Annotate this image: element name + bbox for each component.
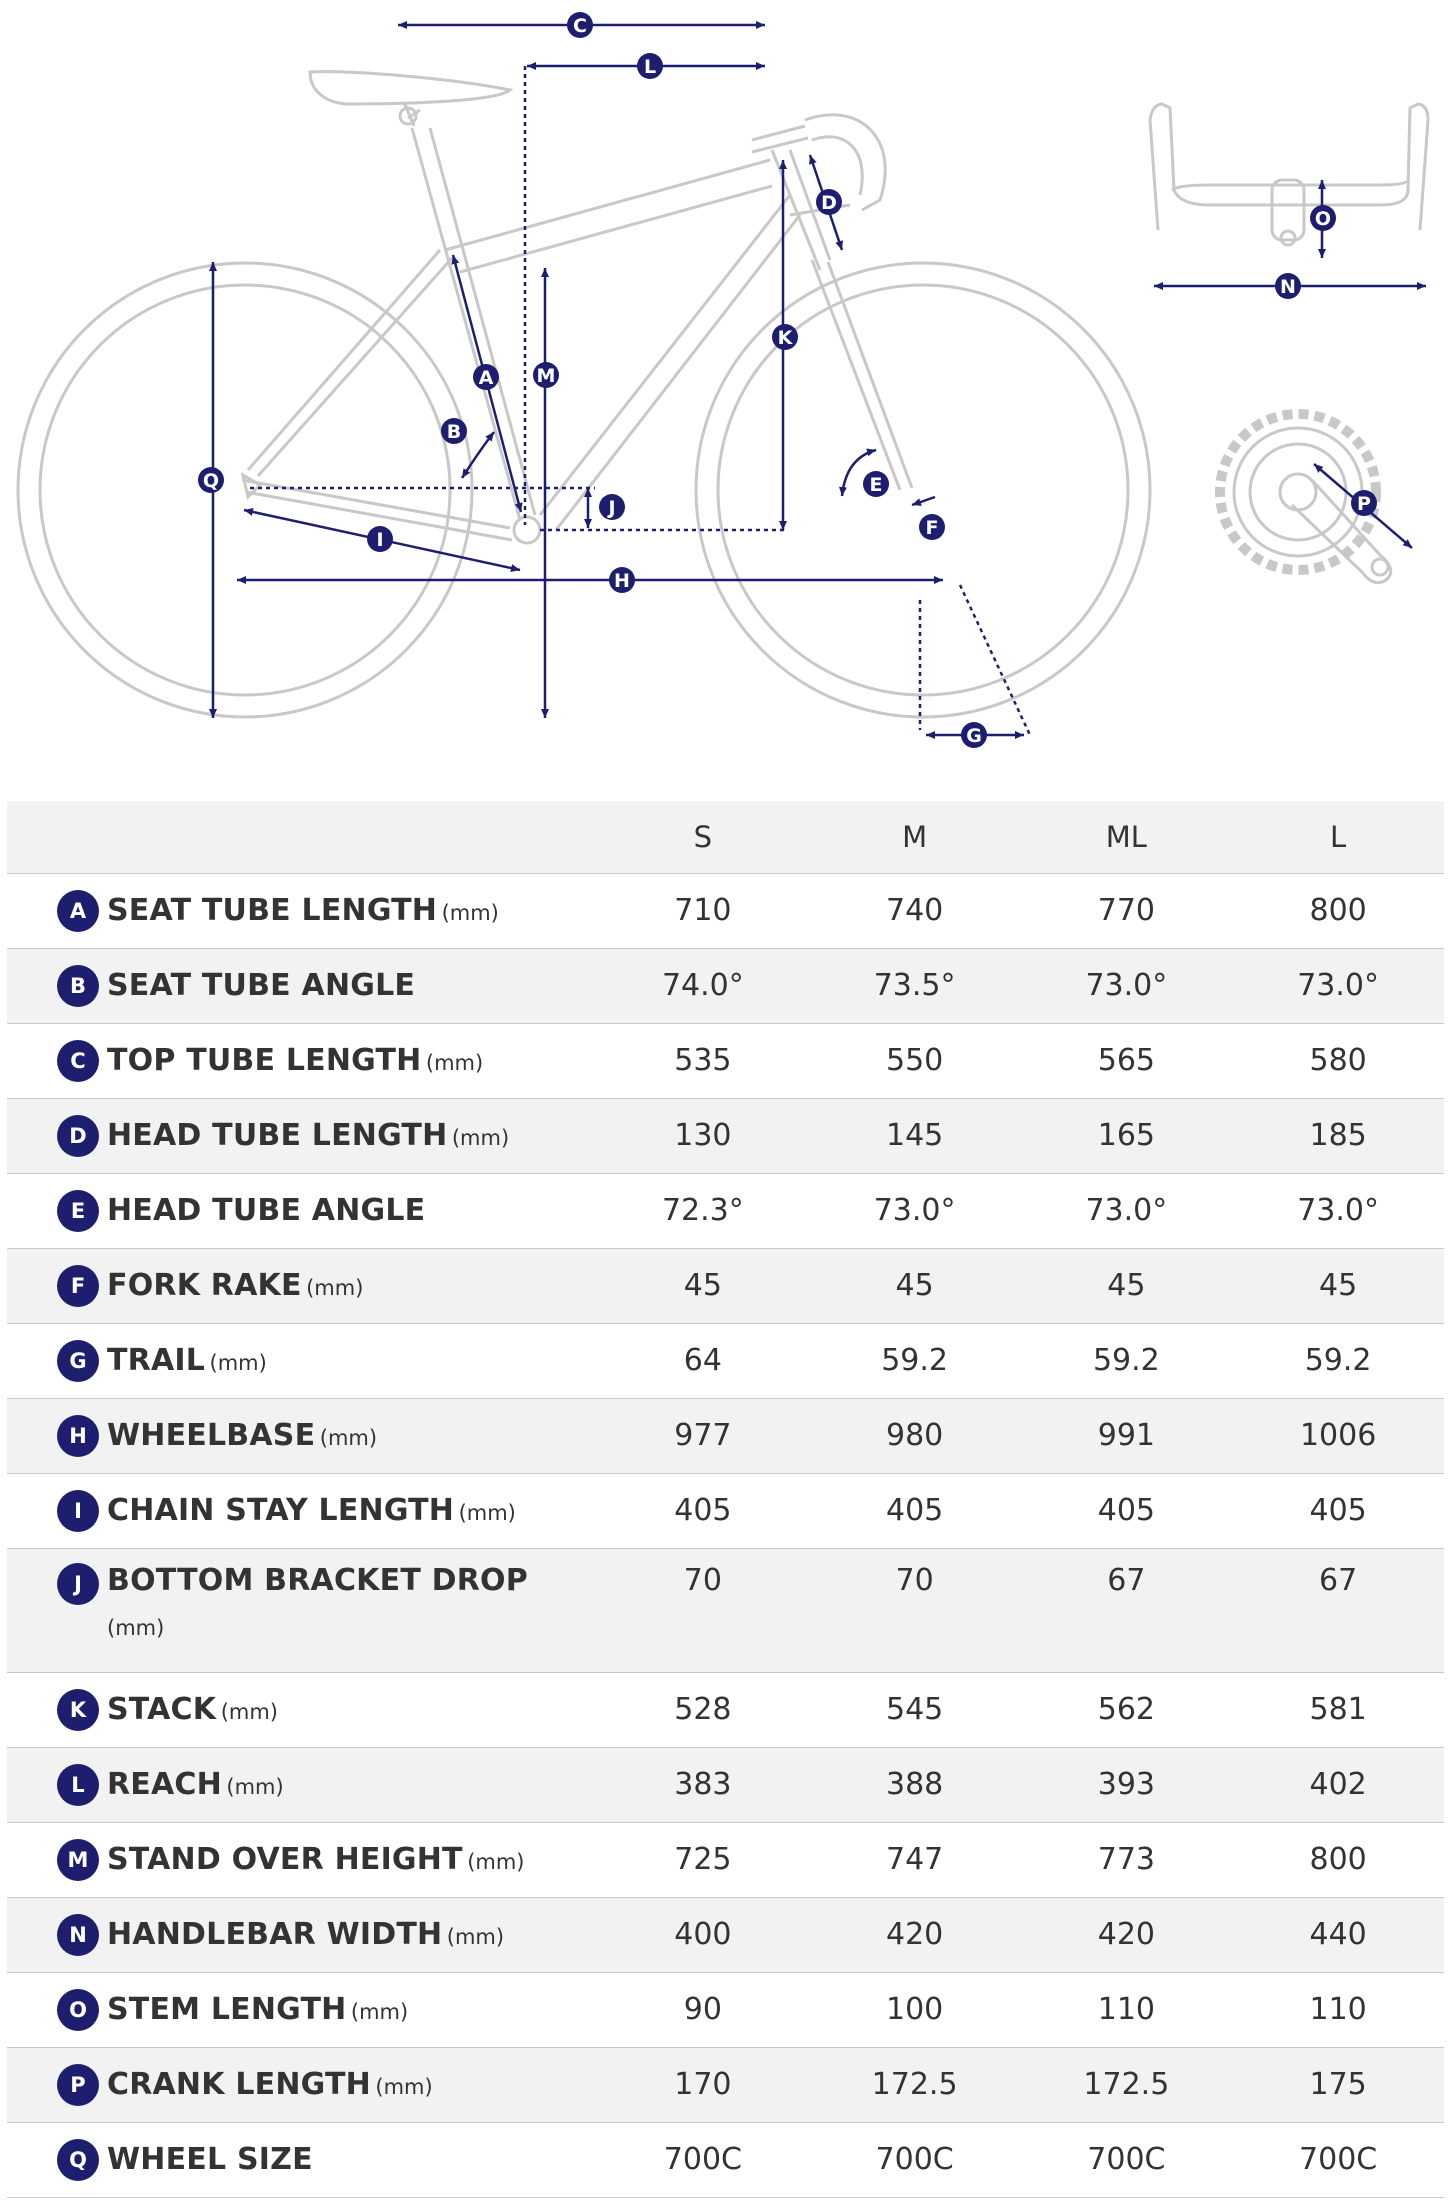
value-cell: 73.0° [1085, 968, 1168, 1003]
value-cell: 977 [674, 1418, 732, 1453]
row-key-badge: P [57, 2064, 99, 2106]
row-name-cell [107, 1548, 597, 1672]
value-cell: 747 [885, 1842, 944, 1877]
parameter-name: STACK [107, 1692, 217, 1727]
parameter-name: WHEEL SIZE [107, 2142, 313, 2177]
value-cell: 175 [1309, 2067, 1367, 2102]
row-key-badge: O [57, 1989, 99, 2031]
table-row [7, 873, 1444, 948]
svg-text:P: P [1357, 493, 1371, 515]
svg-text:M: M [536, 365, 556, 387]
parameter-unit: (mm) [425, 1051, 484, 1075]
parameter-name: SEAT TUBE ANGLE [107, 968, 416, 1003]
front-wheel [696, 263, 1150, 717]
row-key-cell [7, 1173, 107, 1248]
parameter-name: STEM LENGTH [107, 1992, 347, 2027]
row-name-cell [107, 1747, 597, 1822]
parameter-name: TOP TUBE LENGTH [107, 1043, 422, 1078]
value-cell: 67 [1107, 1562, 1146, 1598]
value-cell: 770 [1097, 893, 1155, 928]
value-cell: 535 [674, 1043, 732, 1078]
parameter-unit: (mm) [375, 2075, 433, 2099]
value-cell: 700C [1299, 2142, 1378, 2177]
table-row [7, 1548, 1444, 1672]
label-l [637, 53, 663, 79]
value-cell: 405 [1309, 1493, 1367, 1528]
table-row [7, 1672, 1444, 1747]
table-row [7, 1747, 1444, 1822]
value-cell: 73.0° [1085, 1193, 1168, 1228]
table-row [7, 1248, 1444, 1323]
label-o [1310, 205, 1336, 231]
value-cell: 545 [885, 1692, 944, 1727]
row-key-badge: M [57, 1839, 99, 1881]
label-i [367, 526, 393, 552]
row-name-cell [107, 1248, 597, 1323]
value-cell: 725 [674, 1842, 732, 1877]
value-cell: 70 [895, 1562, 934, 1598]
value-cell: 45 [683, 1268, 722, 1303]
row-key-cell [7, 2122, 107, 2197]
value-cell: 400 [674, 1917, 732, 1952]
value-cell: 800 [1309, 1842, 1367, 1877]
value-cell: 405 [1097, 1493, 1155, 1528]
value-cell: 45 [1107, 1268, 1146, 1303]
row-key-badge: H [57, 1415, 99, 1457]
header-size-ml: ML [1105, 819, 1147, 854]
svg-text:F: F [925, 517, 939, 539]
row-key-cell [7, 1473, 107, 1548]
row-name-cell [107, 1323, 597, 1398]
svg-text:K: K [777, 327, 793, 349]
label-k [772, 324, 798, 350]
svg-text:B: B [446, 421, 462, 443]
value-cell: 45 [895, 1268, 934, 1303]
value-cell: 59.2 [881, 1343, 949, 1378]
row-key-badge: G [57, 1340, 99, 1382]
row-key-cell [7, 1398, 107, 1473]
parameter-name: HANDLEBAR WIDTH [107, 1917, 443, 1952]
row-name-cell [107, 2122, 597, 2197]
parameter-unit: (mm) [209, 1351, 267, 1375]
table-row [7, 1473, 1444, 1548]
parameter-unit: (mm) [441, 901, 499, 925]
value-cell: 145 [885, 1118, 944, 1153]
row-key-cell [7, 2047, 107, 2122]
label-p [1351, 490, 1377, 516]
parameter-unit: (mm) [306, 1276, 364, 1300]
svg-text:Q: Q [202, 470, 220, 492]
label-d [816, 189, 842, 215]
value-cell: 73.0° [873, 1193, 956, 1228]
parameter-name: STAND OVER HEIGHT [107, 1842, 463, 1877]
value-cell: 45 [1319, 1268, 1358, 1303]
parameter-unit: (mm) [319, 1426, 378, 1450]
value-cell: 580 [1309, 1043, 1367, 1078]
row-key-cell [7, 1972, 107, 2047]
parameter-unit: (mm) [451, 1126, 510, 1150]
bike-geometry-svg [0, 0, 1448, 780]
row-name-cell [107, 2047, 597, 2122]
row-name-cell [107, 1398, 597, 1473]
parameter-unit: (mm) [458, 1501, 516, 1525]
header-empty [7, 801, 107, 873]
value-cell: 74.0° [661, 968, 744, 1003]
handlebar-diagram [1150, 104, 1428, 245]
table-row [7, 1023, 1444, 1098]
row-key-badge: J [57, 1563, 99, 1605]
svg-text:N: N [1280, 276, 1296, 298]
row-key-cell [7, 948, 107, 1023]
label-n [1275, 273, 1301, 299]
value-cell: 710 [674, 893, 732, 928]
value-cell: 110 [1309, 1992, 1367, 2027]
value-cell: 59.2 [1304, 1343, 1372, 1378]
row-key-badge: N [57, 1914, 99, 1956]
row-key-cell [7, 1098, 107, 1173]
row-key-badge: F [57, 1265, 99, 1307]
value-cell: 70 [683, 1562, 722, 1598]
parameter-name: CHAIN STAY LENGTH [107, 1493, 455, 1528]
value-cell: 172.5 [871, 2067, 958, 2102]
value-cell: 773 [1097, 1842, 1155, 1877]
parameter-name: BOTTOM BRACKET DROP [107, 1562, 528, 1598]
value-cell: 165 [1097, 1118, 1155, 1153]
value-cell: 700C [663, 2142, 742, 2177]
value-cell: 170 [674, 2067, 732, 2102]
value-cell: 991 [1097, 1418, 1155, 1453]
label-m [533, 362, 559, 388]
header-size-l: L [1330, 819, 1347, 854]
row-name-cell [107, 948, 597, 1023]
parameter-unit: (mm) [107, 1615, 165, 1640]
row-key-cell [7, 1672, 107, 1747]
value-cell: 67 [1319, 1562, 1358, 1598]
svg-text:O: O [1314, 208, 1332, 230]
row-key-cell [7, 1548, 107, 1672]
row-key-badge: I [57, 1490, 99, 1532]
svg-text:H: H [614, 570, 630, 592]
value-cell: 73.0° [1297, 968, 1380, 1003]
row-key-cell [7, 1822, 107, 1897]
value-cell: 388 [885, 1767, 944, 1802]
row-name-cell [107, 1023, 597, 1098]
row-key-badge: B [57, 965, 99, 1007]
parameter-unit: (mm) [350, 2000, 409, 2024]
value-cell: 700C [875, 2142, 954, 2177]
row-name-cell [107, 1098, 597, 1173]
label-g [961, 722, 987, 748]
value-cell: 402 [1309, 1767, 1367, 1802]
label-h [609, 567, 635, 593]
dimension-labels [198, 12, 1377, 748]
row-key-cell [7, 873, 107, 948]
svg-text:J: J [608, 497, 616, 519]
value-cell: 420 [885, 1917, 944, 1952]
parameter-name: SEAT TUBE LENGTH [107, 893, 438, 928]
parameter-name: FORK RAKE [107, 1268, 302, 1303]
table-row [7, 1897, 1444, 1972]
value-cell: 420 [1097, 1917, 1155, 1952]
row-name-cell [107, 1897, 597, 1972]
parameter-name: WHEELBASE [107, 1418, 316, 1453]
parameter-unit: (mm) [226, 1775, 284, 1799]
row-key-cell [7, 1248, 107, 1323]
row-name-cell [107, 1473, 597, 1548]
value-cell: 980 [885, 1418, 944, 1453]
header-size-s: S [693, 819, 713, 854]
header-size-m: M [902, 819, 928, 854]
parameter-unit: (mm) [467, 1850, 525, 1874]
value-cell: 565 [1097, 1043, 1155, 1078]
header-empty [107, 801, 597, 873]
value-cell: 130 [674, 1118, 732, 1153]
table-header-row [7, 801, 1444, 873]
table-row [7, 1323, 1444, 1398]
row-name-cell [107, 1972, 597, 2047]
value-cell: 73.0° [1297, 1193, 1380, 1228]
svg-text:D: D [821, 192, 837, 214]
svg-text:I: I [376, 529, 384, 551]
row-key-badge: A [57, 890, 99, 932]
table-body [7, 873, 1444, 2197]
row-name-cell [107, 1672, 597, 1747]
value-cell: 440 [1309, 1917, 1367, 1952]
table-row [7, 2047, 1444, 2122]
row-key-cell [7, 1897, 107, 1972]
parameter-name: CRANK LENGTH [107, 2067, 371, 2102]
parameter-name: TRAIL [107, 1343, 206, 1378]
row-key-cell [7, 1747, 107, 1822]
value-cell: 172.5 [1083, 2067, 1170, 2102]
geometry-table [7, 801, 1444, 2198]
label-f [919, 514, 945, 540]
label-j [599, 494, 625, 520]
svg-text:C: C [573, 15, 587, 37]
svg-text:A: A [478, 367, 494, 389]
svg-text:G: G [966, 725, 982, 747]
label-e [863, 471, 889, 497]
value-cell: 393 [1097, 1767, 1155, 1802]
value-cell: 740 [885, 893, 944, 928]
table-row [7, 948, 1444, 1023]
value-cell: 550 [885, 1043, 944, 1078]
value-cell: 100 [885, 1992, 944, 2027]
value-cell: 73.5° [873, 968, 956, 1003]
table-row [7, 1822, 1444, 1897]
value-cell: 700C [1087, 2142, 1166, 2177]
value-cell: 185 [1309, 1118, 1367, 1153]
parameter-unit: (mm) [446, 1925, 505, 1949]
row-name-cell [107, 873, 597, 948]
value-cell: 64 [683, 1343, 722, 1378]
parameter-name: HEAD TUBE ANGLE [107, 1193, 426, 1228]
parameter-unit: (mm) [220, 1700, 278, 1724]
row-key-badge: L [57, 1764, 99, 1806]
value-cell: 562 [1097, 1692, 1155, 1727]
value-cell: 528 [674, 1692, 732, 1727]
row-key-badge: D [57, 1115, 99, 1157]
row-key-badge: Q [57, 2139, 99, 2181]
table-row [7, 1173, 1444, 1248]
value-cell: 405 [674, 1493, 732, 1528]
value-cell: 59.2 [1092, 1343, 1160, 1378]
label-q [198, 467, 224, 493]
row-key-badge: K [57, 1689, 99, 1731]
value-cell: 405 [885, 1493, 944, 1528]
value-cell: 72.3° [661, 1193, 744, 1228]
row-key-badge: E [57, 1190, 99, 1232]
table-row [7, 2122, 1444, 2197]
parameter-name: REACH [107, 1767, 222, 1802]
label-a [473, 364, 499, 390]
row-key-badge: C [57, 1040, 99, 1082]
bike-outline [18, 72, 1150, 717]
value-cell: 90 [683, 1992, 722, 2027]
value-cell: 800 [1309, 893, 1367, 928]
value-cell: 1006 [1299, 1418, 1377, 1453]
svg-text:E: E [869, 474, 883, 496]
table-row [7, 1098, 1444, 1173]
row-name-cell [107, 1822, 597, 1897]
table-row [7, 1398, 1444, 1473]
row-key-cell [7, 1023, 107, 1098]
label-c [567, 12, 593, 38]
row-key-cell [7, 1323, 107, 1398]
value-cell: 383 [674, 1767, 732, 1802]
row-name-cell [107, 1173, 597, 1248]
geometry-diagram [0, 0, 1448, 780]
parameter-name: HEAD TUBE LENGTH [107, 1118, 448, 1153]
svg-text:L: L [643, 56, 657, 78]
table-row [7, 1972, 1444, 2047]
value-cell: 581 [1309, 1692, 1367, 1727]
value-cell: 110 [1097, 1992, 1155, 2027]
label-b [441, 418, 467, 444]
